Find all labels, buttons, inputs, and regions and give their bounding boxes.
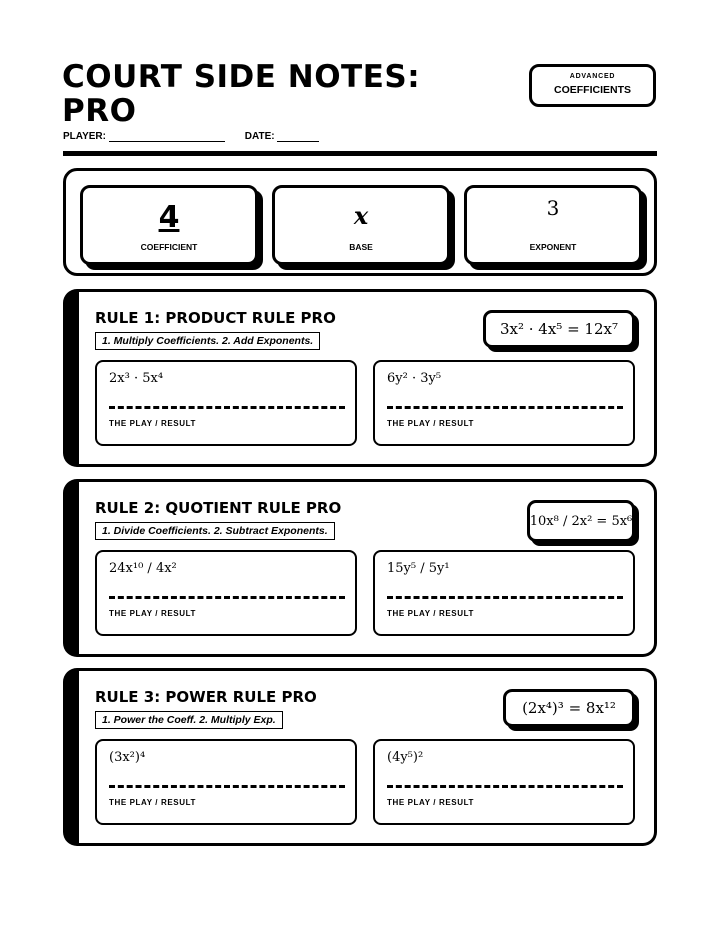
play-label: THE PLAY / RESULT [109,798,196,807]
anatomy-panel [63,168,657,276]
base-card [272,185,450,265]
base-value: x [353,201,369,230]
badge-big: COEFFICIENTS [553,84,631,96]
date-field[interactable] [245,131,320,142]
quotient-rule-panel [63,479,657,657]
title-line-2: PRO [62,93,137,129]
play-label: THE PLAY / RESULT [387,798,474,807]
play-label: THE PLAY / RESULT [109,419,196,428]
rule-example: 3x² · 4x⁵ = 12x⁷ [483,310,635,348]
problem-expression: (3x²)⁴ [109,750,146,765]
coefficient-card [80,185,258,265]
badge-small: ADVANCED [569,73,616,80]
problem-box[interactable] [95,739,357,825]
answer-line [387,596,623,599]
play-label: THE PLAY / RESULT [109,609,196,618]
header-divider [63,151,657,156]
problem-expression: 15y⁵ / 5y¹ [387,561,450,576]
problem-box[interactable] [95,360,357,446]
problem-expression: 2x³ · 5x⁴ [109,371,164,386]
coefficient-label: COEFFICIENT [140,242,198,252]
rule-title: RULE 2: QUOTIENT RULE PRO [95,499,342,517]
problem-box[interactable] [373,360,635,446]
exponent-value: 3 [546,196,560,220]
player-label: PLAYER: [63,131,106,142]
level-badge [529,64,656,107]
power-rule-panel [63,668,657,846]
page-title [62,60,482,128]
problem-expression: (4y⁵)² [387,750,424,765]
problem-expression: 6y² · 3y⁵ [387,371,442,386]
player-field[interactable] [63,131,225,142]
rule-example: (2x⁴)³ = 8x¹² [503,689,635,727]
answer-line [387,785,623,788]
exponent-card [464,185,642,265]
problem-expression: 24x¹⁰ / 4x² [109,561,177,576]
answer-line [109,596,345,599]
base-label: BASE [349,242,373,252]
rule-example: 10x⁸ / 2x² = 5x⁶ [527,500,635,542]
rule-steps: 1. Power the Coeff. 2. Multiply Exp. [95,711,283,729]
play-label: THE PLAY / RESULT [387,609,474,618]
answer-line [109,785,345,788]
answer-line [387,406,623,409]
title-line-1: COURT SIDE NOTES: [62,59,421,95]
rule-title: RULE 3: POWER RULE PRO [95,688,317,706]
problem-box[interactable] [373,739,635,825]
product-rule-panel [63,289,657,467]
rule-steps: 1. Divide Coefficients. 2. Subtract Exponents. [95,522,335,540]
rule-steps: 1. Multiply Coefficients. 2. Add Exponents. [95,332,320,350]
meta-row [63,131,319,142]
exponent-label: EXPONENT [529,242,577,252]
play-label: THE PLAY / RESULT [387,419,474,428]
answer-line [109,406,345,409]
problem-box[interactable] [95,550,357,636]
rule-title: RULE 1: PRODUCT RULE PRO [95,309,336,327]
date-label: DATE: [244,131,275,142]
coefficient-value: 4 [158,200,180,235]
problem-box[interactable] [373,550,635,636]
